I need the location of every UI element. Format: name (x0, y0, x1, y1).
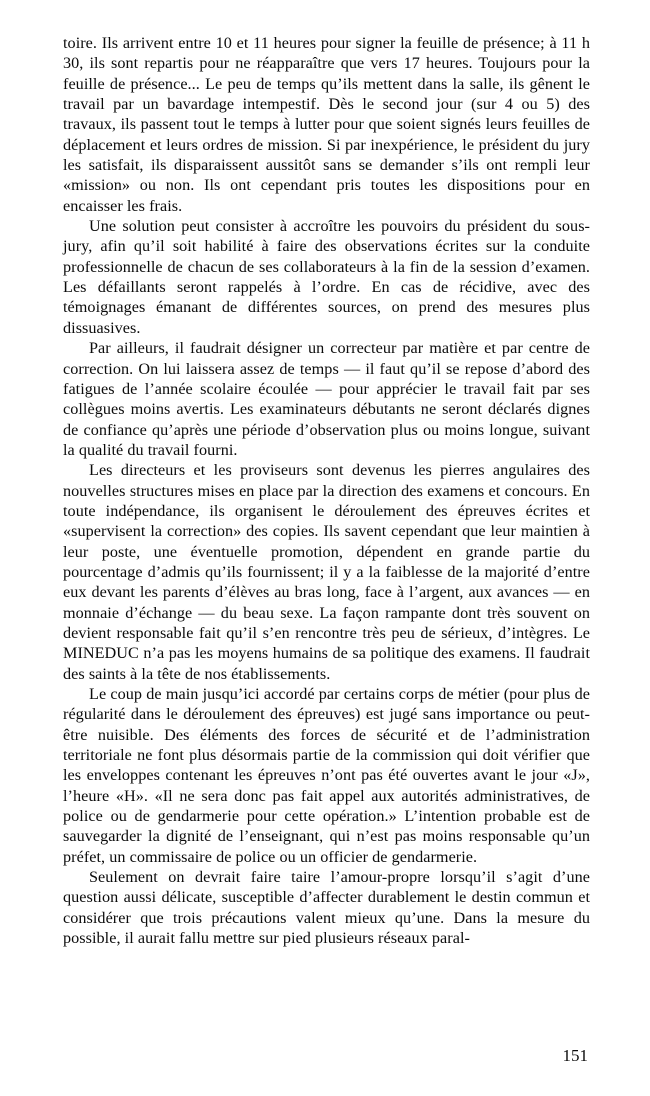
paragraph-coup-de-main: Le coup de main jusqu’ici accordé par certains corps de métier (pour plus de régularité dans le déroulement des épreuves) est jugé sans importance ou peut-être nuisible. Des éléments des forces de sécurité et de l’administration territoriale ne font plus désormais partie de la commission qui doit vérifier que les enveloppes contenant les épreuves n’ont pas été ouvertes avant le jour «J», l’heure «H». «Il ne sera donc pas fait appel aux autorités administratives, de police ou de gendarmerie pour cette opération.» L’intention probable est de sauvegarder la dignité de l’enseignant, qui n’est pas moins responsable qu’un préfet, un commissaire de police ou un officier de gendarmerie. (63, 685, 590, 866)
paragraph-directeurs: Les directeurs et les proviseurs sont devenus les pierres angulaires des nouvelles structures mises en place par la direction des examens et concours. En toute indépendance, ils organisent le déroulement des épreuves écrites et «supervisent la correction» des copies. Ils savent cependant que leur maintien à leur poste, une éventuelle promotion, dépendent en grande partie du pourcentage d’admis qu’ils fournissent; il y a la faiblesse de la majorité d’entre eux devant les parents d’élèves au bras long, face à l’argent, aux avances — en monnaie d’échange — du beau sexe. La façon rampante dont très souvent on devient responsable fait qu’il s’en rencontre très peu de sérieux, d’intègres. Le MINEDUC n’a pas les moyens humains de sa politique des examens. Il faudrait des saints à la tête de nos établissements. (63, 461, 590, 683)
body-text (63, 33, 590, 948)
paragraph-seulement: Seulement on devrait faire taire l’amour-propre lorsqu’il s’agit d’une question aussi délicate, susceptible d’affecter durablement le destin commun et considérer que trois précautions valent mieux qu’une. Dans la mesure du possible, il aurait fallu mettre sur pied plusieurs réseaux paral- (63, 868, 590, 948)
page-number: 151 (562, 1046, 588, 1065)
paragraph-correcteur: Par ailleurs, il faudrait désigner un correcteur par matière et par centre de correction. On lui laissera assez de temps — il faut qu’il se repose d’abord des fatigues de l’année scolaire écoulée — pour apprécier le travail fait par ses collègues moins avertis. Les examinateurs débutants ne seront déclarés dignes de confiance qu’après une période d’observation plus ou moins longue, suivant la qualité du travail fourni. (63, 339, 590, 459)
paragraph-continuation: toire. Ils arrivent entre 10 et 11 heures pour signer la feuille de présence; à 11 h 30, ils sont repartis pour ne réapparaître que vers 17 heures. Toujours pour la feuille de présence... Le peu de temps qu’ils mettent dans la salle, ils gênent le travail par un bavardage intempestif. Dès le second jour (sur 4 ou 5) des travaux, ils passent tout le temps à lutter pour que soient signés leurs feuilles de déplacement et leurs ordres de mission. Si par inexpérience, le président du jury les satisfait, ils disparaissent aussitôt sans se demander s’ils ont rempli leur «mission» ou non. Ils ont cependant pris toutes les dispositions pour en encaisser les frais. (63, 34, 590, 215)
paragraph-solution: Une solution peut consister à accroître les pouvoirs du président du sous-jury, afin qu’il soit habilité à faire des observations écrites sur la conduite professionnelle de chacun de ses collaborateurs à la fin de la session d’examen. Les défaillants seront rappelés à l’ordre. En cas de récidive, avec des témoignages émanant de différentes sources, on prend des mesures plus dissuasives. (63, 217, 590, 337)
